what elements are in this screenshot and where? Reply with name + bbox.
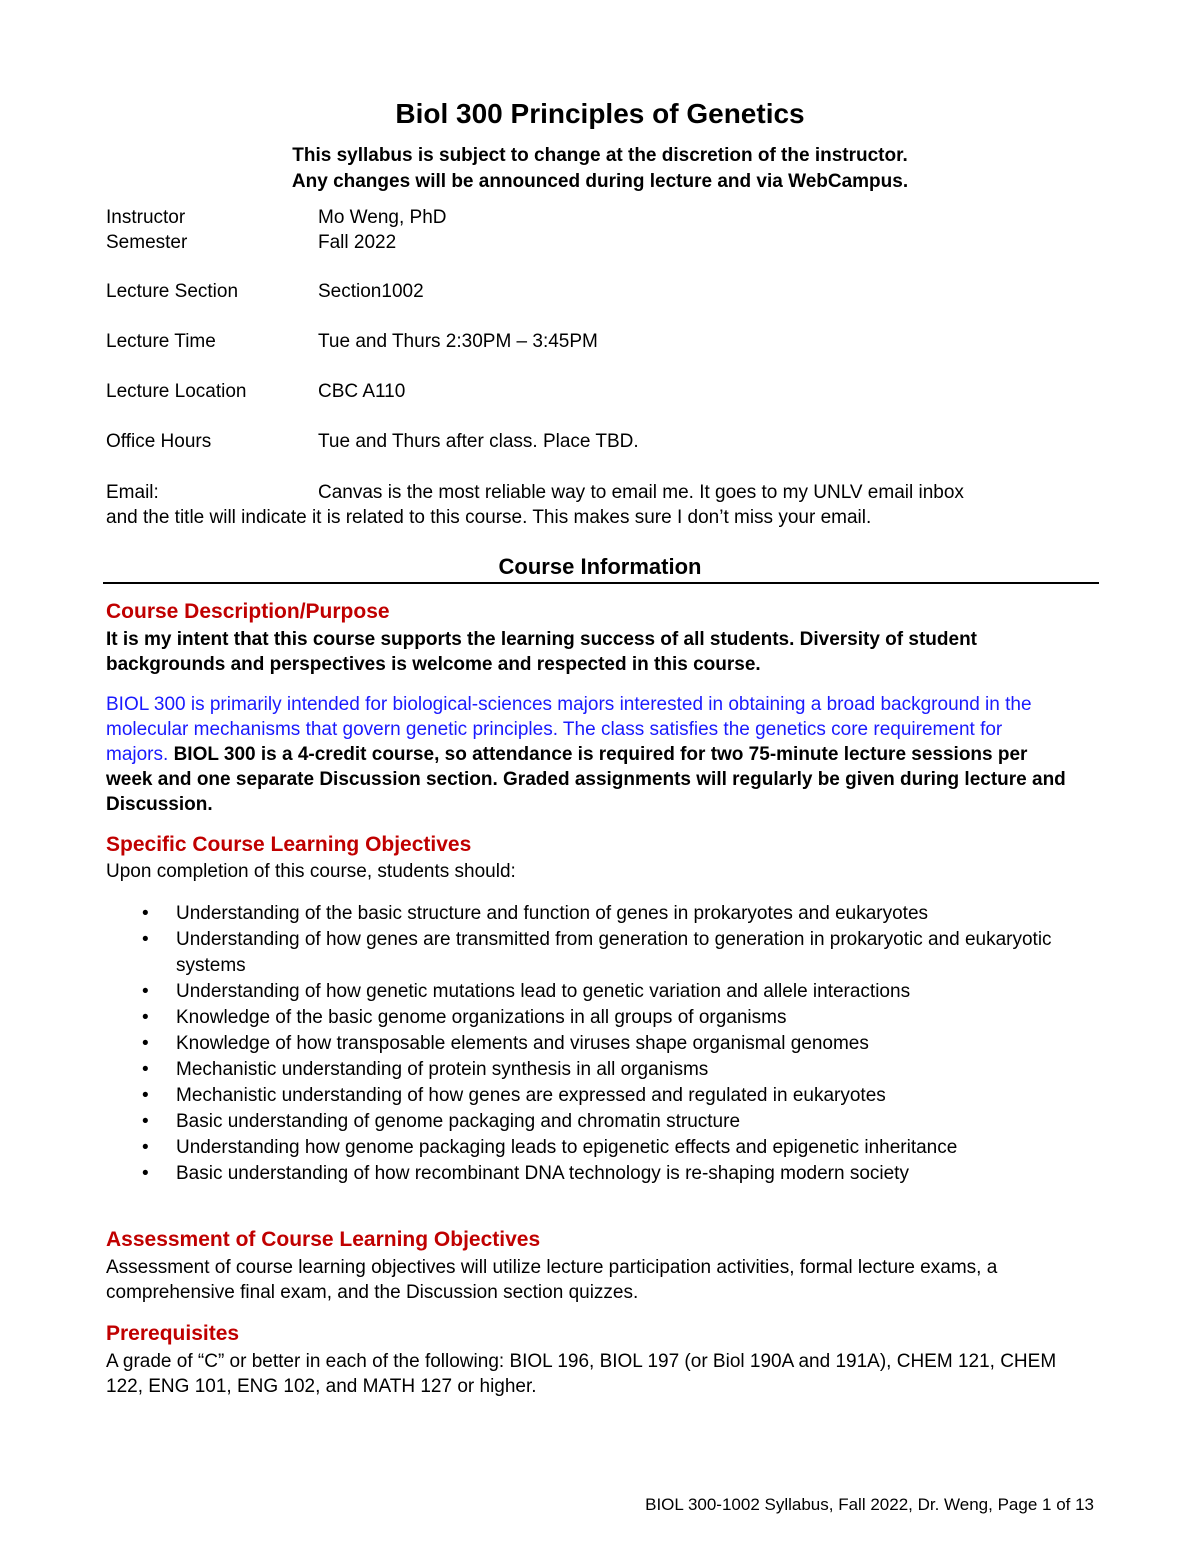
list-item: • Understanding of the basic structure and function of genes in prokaryotes and eukaryotes	[140, 901, 1080, 927]
lecture-location-label: Lecture Location	[106, 381, 247, 402]
office-hours-label: Office Hours	[106, 431, 212, 452]
lecture-section-label: Lecture Section	[106, 281, 239, 302]
lecture-time-value: Tue and Thurs 2:30PM – 3:45PM	[318, 331, 598, 352]
bullet-icon: •	[142, 1033, 149, 1054]
course-description-blue: BIOL 300 is primarily intended for biological-sciences majors interested in obtaining a broad background in the molecular mechanisms that govern genetic principles. The class satisfies the genetics core requirement for majors.	[106, 694, 1032, 765]
instructor-label: Instructor	[106, 207, 186, 228]
bullet-icon: •	[142, 1007, 149, 1028]
list-item: • Understanding how genome packaging leads to epigenetic effects and epigenetic inheritance	[140, 1135, 1080, 1161]
bullet-icon: •	[142, 903, 149, 924]
notice-line-2: Any changes will be announced during lecture and via WebCampus.	[291, 171, 909, 192]
list-item: • Basic understanding of how recombinant DNA technology is re-shaping modern society	[140, 1161, 1080, 1187]
bullet-icon: •	[142, 981, 149, 1002]
bullet-icon: •	[142, 1085, 149, 1106]
bullet-icon: •	[142, 1111, 149, 1132]
notice-line-1: This syllabus is subject to change at the discretion of the instructor.	[292, 145, 908, 166]
instructor-value: Mo Weng, PhD	[318, 207, 447, 228]
course-information-heading: Course Information	[498, 554, 702, 579]
list-item: • Knowledge of how transposable elements and viruses shape organismal genomes	[140, 1031, 1080, 1057]
page-footer: BIOL 300-1002 Syllabus, Fall 2022, Dr. Weng, Page 1 of 13	[645, 1495, 1094, 1514]
prerequisites-heading: Prerequisites	[106, 1322, 240, 1345]
prerequisites-text: A grade of “C” or better in each of the following: BIOL 196, BIOL 197 (or Biol 190A and 191A), CHEM 121, CHEM 122, ENG 101, ENG 102, and MATH 127 or higher.	[106, 1351, 1057, 1397]
semester-value: Fall 2022	[318, 232, 397, 253]
assessment-text: Assessment of course learning objectives will utilize lecture participation activities, formal lecture exams, a comprehensive final exam, and the Discussion section quizzes.	[106, 1257, 998, 1303]
list-item: • Mechanistic understanding of protein synthesis in all organisms	[140, 1057, 1080, 1083]
list-item: • Basic understanding of genome packaging and chromatin structure	[140, 1109, 1080, 1135]
lecture-time-label: Lecture Time	[106, 331, 216, 352]
section-divider	[103, 582, 1099, 584]
list-item: • Mechanistic understanding of how genes are expressed and regulated in eukaryotes	[140, 1083, 1080, 1109]
assessment-heading: Assessment of Course Learning Objectives	[106, 1228, 541, 1251]
bullet-icon: •	[142, 1137, 149, 1158]
lecture-location-value: CBC A110	[318, 381, 406, 402]
page-title: Biol 300 Principles of Genetics	[395, 98, 805, 129]
course-description-bold: BIOL 300 is a 4-credit course, so attendance is required for two 75-minute lecture sessions per week and one separate Discussion section. Graded assignments will regularly be given during lecture and Discussion.	[106, 744, 1066, 815]
bullet-icon: •	[142, 1163, 149, 1184]
email-continuation: and the title will indicate it is related to this course. This makes sure I don’t miss your email.	[106, 507, 872, 528]
objectives-list	[140, 901, 1080, 1187]
objectives-intro: Upon completion of this course, students should:	[106, 861, 516, 882]
bullet-icon: •	[142, 1059, 149, 1080]
list-item: • Understanding of how genes are transmitted from generation to generation in prokaryotic and eukaryotic systems	[142, 929, 1052, 976]
objectives-heading: Specific Course Learning Objectives	[106, 833, 472, 856]
semester-label: Semester	[106, 232, 188, 253]
bullet-icon: •	[142, 929, 149, 950]
course-description	[106, 692, 1066, 817]
email-label: Email:	[106, 482, 159, 503]
course-description-heading: Course Description/Purpose	[106, 600, 390, 623]
email-value: Canvas is the most reliable way to email me. It goes to my UNLV email inbox	[318, 482, 964, 503]
list-item: • Knowledge of the basic genome organizations in all groups of organisms	[140, 1005, 1080, 1031]
office-hours-value: Tue and Thurs after class. Place TBD.	[318, 431, 639, 452]
intent-statement: It is my intent that this course supports the learning success of all students. Diversity of student backgrounds and perspectives is welcome and respected in this course.	[106, 629, 978, 675]
lecture-section-value: Section1002	[318, 281, 424, 302]
list-item: • Understanding of how genetic mutations lead to genetic variation and allele interactions	[140, 979, 1080, 1005]
